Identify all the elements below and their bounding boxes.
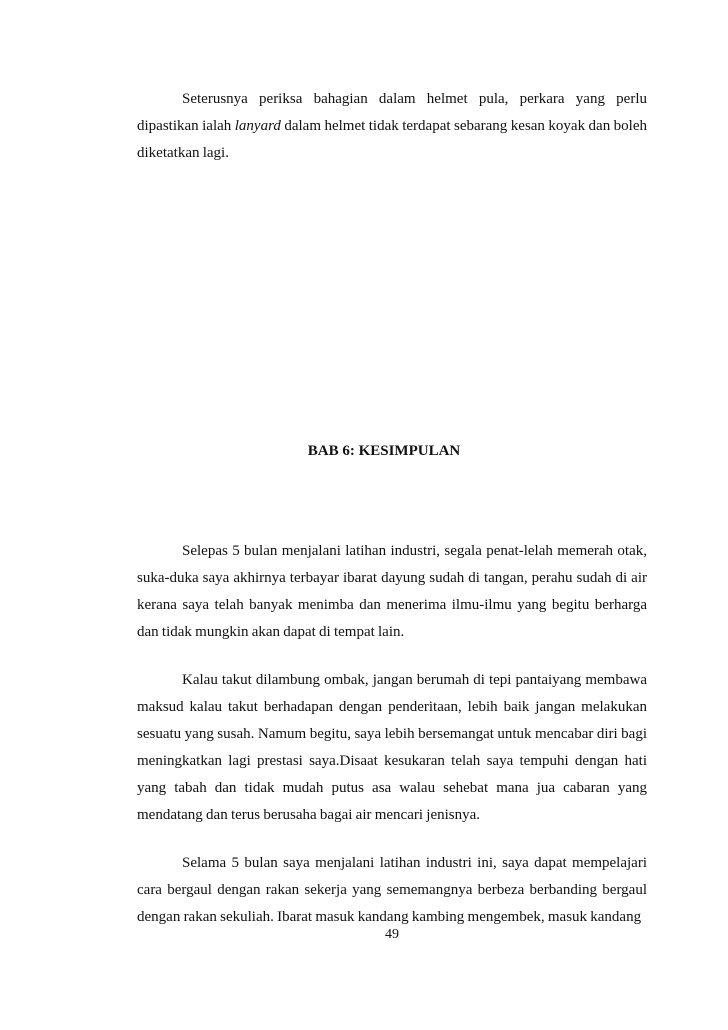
lanyard-term: lanyard <box>234 118 281 134</box>
paragraph-helmet-check <box>137 86 647 167</box>
paragraph-socializing: Selama 5 bulan saya menjalani latihan industri ini, saya dapat mempelajari cara bergaul dengan rakan sekerja yang sememangnya berbeza berbanding bergaul dengan rakan sekuliah. Ibarat masuk kandang kambing mengembek, masuk kandang <box>137 855 647 925</box>
paragraph-perseverance: Kalau takut dilambung ombak, jangan berumah di tepi pantaiyang membawa maksud kalau takut berhadapan dengan penderitaan, lebih baik jangan melakukan sesuatu yang susah. Namum begitu, saya lebih bersemangat untuk mencabar diri bagi meningkatkan lagi prestasi saya.Disaat kesukaran telah saya tempuhi dengan hati yang tabah dan tidak mudah putus asa walau sehebat mana jua cabaran yang mendatang dan terus berusaha bagai air mencari jenisnya. <box>137 672 647 823</box>
paragraph-helmet-check-text-before: Seterusnya periksa bahagian dalam helmet pula, perkara yang perlu dipastikan ialah <box>137 91 647 134</box>
chapter-heading: BAB 6: KESIMPULAN <box>307 443 461 459</box>
page-number: 49 <box>385 927 399 942</box>
paragraph-conclusion-intro: Selepas 5 bulan menjalani latihan industri, segala penat-lelah memerah otak, suka-duka saya akhirnya terbayar ibarat dayung sudah di tangan, perahu sudah di air kerana saya telah banyak menimba dan menerima ilmu-ilmu yang begitu berharga dan tidak mungkin akan dapat di tempat lain. <box>137 543 647 640</box>
paragraph-helmet-check-text-after: dalam helmet tidak terdapat sebarang kesan koyak dan boleh diketatkan lagi. <box>137 118 647 161</box>
